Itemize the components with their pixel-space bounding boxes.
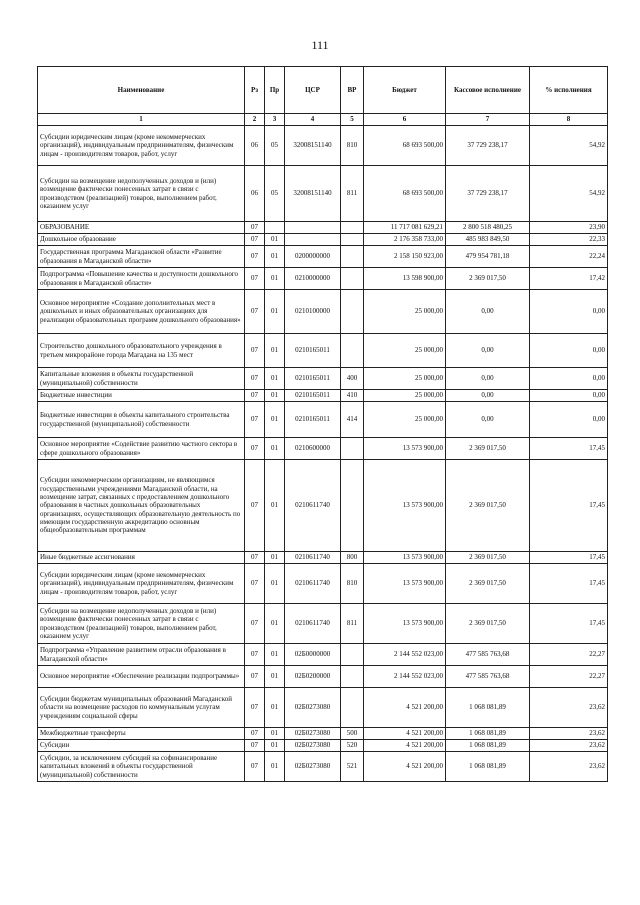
row-budget: 25 000,00 [364,368,446,390]
row-rz: 07 [245,334,265,368]
row-csr: 0210611740 [285,564,341,604]
row-pct: 0,00 [530,290,608,334]
row-csr: 0210000000 [285,268,341,290]
row-pr: 01 [265,688,285,728]
header-pct: % исполнения [530,67,608,114]
table-row [38,752,608,782]
row-pct: 17,42 [530,268,608,290]
table-row [38,268,608,290]
table-row [38,438,608,460]
row-name: Субсидии на возмещение недополученных доходов и (или) возмещение фактически понесенных затрат в связи с производством (реализацией) товаров, выполнением работ, оказанием услуг [38,604,245,644]
row-pct: 0,00 [530,390,608,402]
row-budget: 68 693 500,00 [364,126,446,166]
row-cash: 0,00 [446,390,530,402]
row-budget: 4 521 200,00 [364,728,446,740]
row-pct: 22,33 [530,234,608,246]
row-csr: 02Б0000000 [285,644,341,666]
table-row [38,688,608,728]
row-name: Государственная программа Магаданской области «Развитие образования в Магаданской области» [38,246,245,268]
row-vr: 410 [341,390,364,402]
row-budget: 13 598 900,00 [364,268,446,290]
row-vr: 500 [341,728,364,740]
row-pct: 0,00 [530,402,608,438]
row-csr: 02Б0200000 [285,666,341,688]
row-budget: 2 144 552 023,00 [364,666,446,688]
table-row [38,740,608,752]
row-name: Основное мероприятие «Содействие развитию частного сектора в сфере дошкольного образования» [38,438,245,460]
row-vr: 811 [341,604,364,644]
row-name: Капитальные вложения в объекты государственной (муниципальной) собственности [38,368,245,390]
row-pr: 01 [265,552,285,564]
row-vr: 521 [341,752,364,782]
row-csr: 0210165011 [285,368,341,390]
row-rz: 07 [245,728,265,740]
row-budget: 13 573 900,00 [364,460,446,552]
row-pct: 23,90 [530,222,608,234]
row-pr: 01 [265,368,285,390]
row-vr [341,334,364,368]
row-rz: 07 [245,644,265,666]
row-csr: 0210100000 [285,290,341,334]
row-pct: 17,45 [530,564,608,604]
row-cash: 2 369 017,50 [446,460,530,552]
row-cash: 1 068 081,89 [446,752,530,782]
row-name: Межбюджетные трансферты [38,728,245,740]
row-budget: 11 717 081 629,21 [364,222,446,234]
budget-table [37,66,608,782]
row-name: Субсидии юридическим лицам (кроме некоммерческих организаций), индивидуальным предпринимателям, физическим лицам - производителям товаров, работ, услуг [38,564,245,604]
column-number: 8 [530,114,608,126]
row-rz: 06 [245,126,265,166]
row-name: Подпрограмма «Повышение качества и доступности дошкольного образования в Магаданской области» [38,268,245,290]
row-csr: 0210611740 [285,460,341,552]
row-pct: 54,92 [530,166,608,222]
table-row [38,390,608,402]
row-cash: 477 585 763,68 [446,666,530,688]
row-name: Субсидии юридическим лицам (кроме некоммерческих организаций), индивидуальным предпринимателям, физическим лицам - производителям товаров, работ, услуг [38,126,245,166]
row-csr: 0210165011 [285,390,341,402]
row-name: ОБРАЗОВАНИЕ [38,222,245,234]
row-budget: 68 693 500,00 [364,166,446,222]
row-vr [341,438,364,460]
table-row [38,402,608,438]
row-cash: 477 585 763,68 [446,644,530,666]
row-name: Субсидии бюджетам муниципальных образований Магаданской области на возмещение расходов по коммунальным услугам учреждениям социальной сферы [38,688,245,728]
row-budget: 25 000,00 [364,290,446,334]
row-name: Бюджетные инвестиции в объекты капитального строительства государственной (муниципальной) собственности [38,402,245,438]
row-csr: 32008151140 [285,166,341,222]
row-rz: 07 [245,438,265,460]
row-budget: 4 521 200,00 [364,688,446,728]
row-name: Основное мероприятие «Обеспечение реализации подпрограммы» [38,666,245,688]
row-rz: 07 [245,390,265,402]
row-budget: 25 000,00 [364,334,446,368]
row-cash: 0,00 [446,290,530,334]
row-rz: 07 [245,268,265,290]
row-cash: 479 954 781,18 [446,246,530,268]
row-name: Субсидии, за исключением субсидий на софинансирование капитальных вложений в объекты государственной (муниципальной) собственности [38,752,245,782]
row-pr: 01 [265,728,285,740]
row-pr: 01 [265,604,285,644]
row-vr: 400 [341,368,364,390]
row-vr [341,644,364,666]
row-name: Основное мероприятие «Создание дополнительных мест в дошкольных и иных образовательных организациях для реализации образовательных программ дошкольного образования» [38,290,245,334]
row-pct: 22,24 [530,246,608,268]
row-csr: 32008151140 [285,126,341,166]
row-pr: 01 [265,666,285,688]
row-rz: 07 [245,234,265,246]
row-pr: 01 [265,644,285,666]
row-pct: 23,62 [530,752,608,782]
row-vr: 811 [341,166,364,222]
column-number: 6 [364,114,446,126]
row-vr: 810 [341,564,364,604]
row-csr: 0210600000 [285,438,341,460]
table-row [38,246,608,268]
row-rz: 07 [245,368,265,390]
row-vr [341,222,364,234]
row-budget: 13 573 900,00 [364,552,446,564]
row-pr: 01 [265,564,285,604]
table-row [38,222,608,234]
row-pct: 23,62 [530,728,608,740]
row-rz: 07 [245,290,265,334]
row-vr [341,268,364,290]
row-budget: 4 521 200,00 [364,752,446,782]
row-vr: 414 [341,402,364,438]
row-vr [341,666,364,688]
row-pr: 01 [265,246,285,268]
row-csr: 0210611740 [285,604,341,644]
row-pct: 0,00 [530,334,608,368]
row-pr: 05 [265,166,285,222]
row-pct: 17,45 [530,552,608,564]
row-cash: 1 068 081,89 [446,688,530,728]
row-name: Иные бюджетные ассигнования [38,552,245,564]
column-number: 1 [38,114,245,126]
row-budget: 2 144 552 023,00 [364,644,446,666]
row-pct: 22,27 [530,666,608,688]
row-pr: 01 [265,290,285,334]
page-number: 111 [311,38,329,52]
row-cash: 0,00 [446,402,530,438]
table-body [38,126,608,782]
row-vr [341,290,364,334]
column-number: 4 [285,114,341,126]
row-vr: 810 [341,126,364,166]
row-name: Строительство дошкольного образовательного учреждения в третьем микрорайоне города Магадана на 135 мест [38,334,245,368]
row-cash: 2 369 017,50 [446,604,530,644]
row-name: Субсидии [38,740,245,752]
row-budget: 25 000,00 [364,402,446,438]
header-cash: Кассовое исполнение [446,67,530,114]
row-pct: 17,45 [530,438,608,460]
column-number: 5 [341,114,364,126]
column-number-row [38,114,608,126]
header-vr: ВР [341,67,364,114]
row-rz: 07 [245,402,265,438]
row-csr: 0210165011 [285,334,341,368]
row-name: Субсидии некоммерческим организациям, не являющимся государственными учреждениями Магаданской области, на возмещение затрат, связанных с предоставлением дошкольного образования в частных дошкольных образовательных организациях, осуществляющих образовательную деятельность по имеющим государственную аккредитацию основным общеобразовательным программам [38,460,245,552]
row-budget: 13 573 900,00 [364,604,446,644]
row-cash: 0,00 [446,368,530,390]
row-pr: 01 [265,402,285,438]
row-cash: 2 800 518 480,25 [446,222,530,234]
row-rz: 07 [245,246,265,268]
row-rz: 07 [245,688,265,728]
table-row [38,644,608,666]
row-rz: 07 [245,604,265,644]
row-pr: 01 [265,460,285,552]
row-cash: 0,00 [446,334,530,368]
table-row [38,728,608,740]
header-name: Наименование [38,67,245,114]
row-pr: 05 [265,126,285,166]
row-csr: 02Б0273080 [285,688,341,728]
row-pct: 0,00 [530,368,608,390]
header-row [38,67,608,114]
row-csr: 02Б0273080 [285,728,341,740]
row-cash: 2 369 017,50 [446,552,530,564]
row-pct: 22,27 [530,644,608,666]
row-budget: 13 573 900,00 [364,438,446,460]
row-pr: 01 [265,334,285,368]
column-number: 2 [245,114,265,126]
row-pct: 17,45 [530,460,608,552]
table-row [38,334,608,368]
header-rz: Рз [245,67,265,114]
row-name: Дошкольное образование [38,234,245,246]
row-vr [341,246,364,268]
table-row [38,460,608,552]
table-row [38,368,608,390]
row-name: Субсидии на возмещение недополученных доходов и (или) возмещение фактически понесенных затрат в связи с производством (реализацией) товаров, выполнением работ, оказанием услуг [38,166,245,222]
row-pr: 01 [265,438,285,460]
table-row [38,290,608,334]
row-pr: 01 [265,752,285,782]
row-pr: 01 [265,390,285,402]
row-csr: 02Б0273080 [285,740,341,752]
row-budget: 2 158 150 923,00 [364,246,446,268]
row-pr: 01 [265,268,285,290]
header-budget: Бюджет [364,67,446,114]
row-budget: 2 176 358 733,00 [364,234,446,246]
row-cash: 2 369 017,50 [446,268,530,290]
row-cash: 2 369 017,50 [446,438,530,460]
header-pr: Пр [265,67,285,114]
table-row [38,604,608,644]
row-cash: 37 729 238,17 [446,126,530,166]
row-vr: 520 [341,740,364,752]
column-number: 7 [446,114,530,126]
row-csr: 0210165011 [285,402,341,438]
row-name: Бюджетные инвестиции [38,390,245,402]
row-vr [341,234,364,246]
column-number: 3 [265,114,285,126]
row-pct: 17,45 [530,604,608,644]
row-pr: 01 [265,740,285,752]
table-row [38,126,608,166]
table-row [38,552,608,564]
row-pct: 23,62 [530,740,608,752]
row-csr: 0200000000 [285,246,341,268]
row-rz: 07 [245,564,265,604]
row-rz: 07 [245,460,265,552]
table-row [38,234,608,246]
row-csr: 02Б0273080 [285,752,341,782]
row-rz: 07 [245,222,265,234]
row-pr: 01 [265,234,285,246]
row-cash: 37 729 238,17 [446,166,530,222]
row-budget: 4 521 200,00 [364,740,446,752]
row-pct: 54,92 [530,126,608,166]
row-rz: 07 [245,752,265,782]
row-csr [285,222,341,234]
row-cash: 1 068 081,89 [446,740,530,752]
row-vr [341,460,364,552]
row-csr: 0210611740 [285,552,341,564]
row-csr [285,234,341,246]
row-rz: 07 [245,666,265,688]
table-row [38,564,608,604]
row-cash: 1 068 081,89 [446,728,530,740]
row-rz: 06 [245,166,265,222]
row-rz: 07 [245,552,265,564]
row-name: Подпрограмма «Управление развитием отрасли образования в Магаданской области» [38,644,245,666]
table-row [38,666,608,688]
table-row [38,166,608,222]
row-pr [265,222,285,234]
row-budget: 25 000,00 [364,390,446,402]
row-vr: 800 [341,552,364,564]
row-budget: 13 573 900,00 [364,564,446,604]
row-cash: 2 369 017,50 [446,564,530,604]
row-vr [341,688,364,728]
row-pct: 23,62 [530,688,608,728]
row-cash: 485 983 849,50 [446,234,530,246]
row-rz: 07 [245,740,265,752]
header-csr: ЦСР [285,67,341,114]
